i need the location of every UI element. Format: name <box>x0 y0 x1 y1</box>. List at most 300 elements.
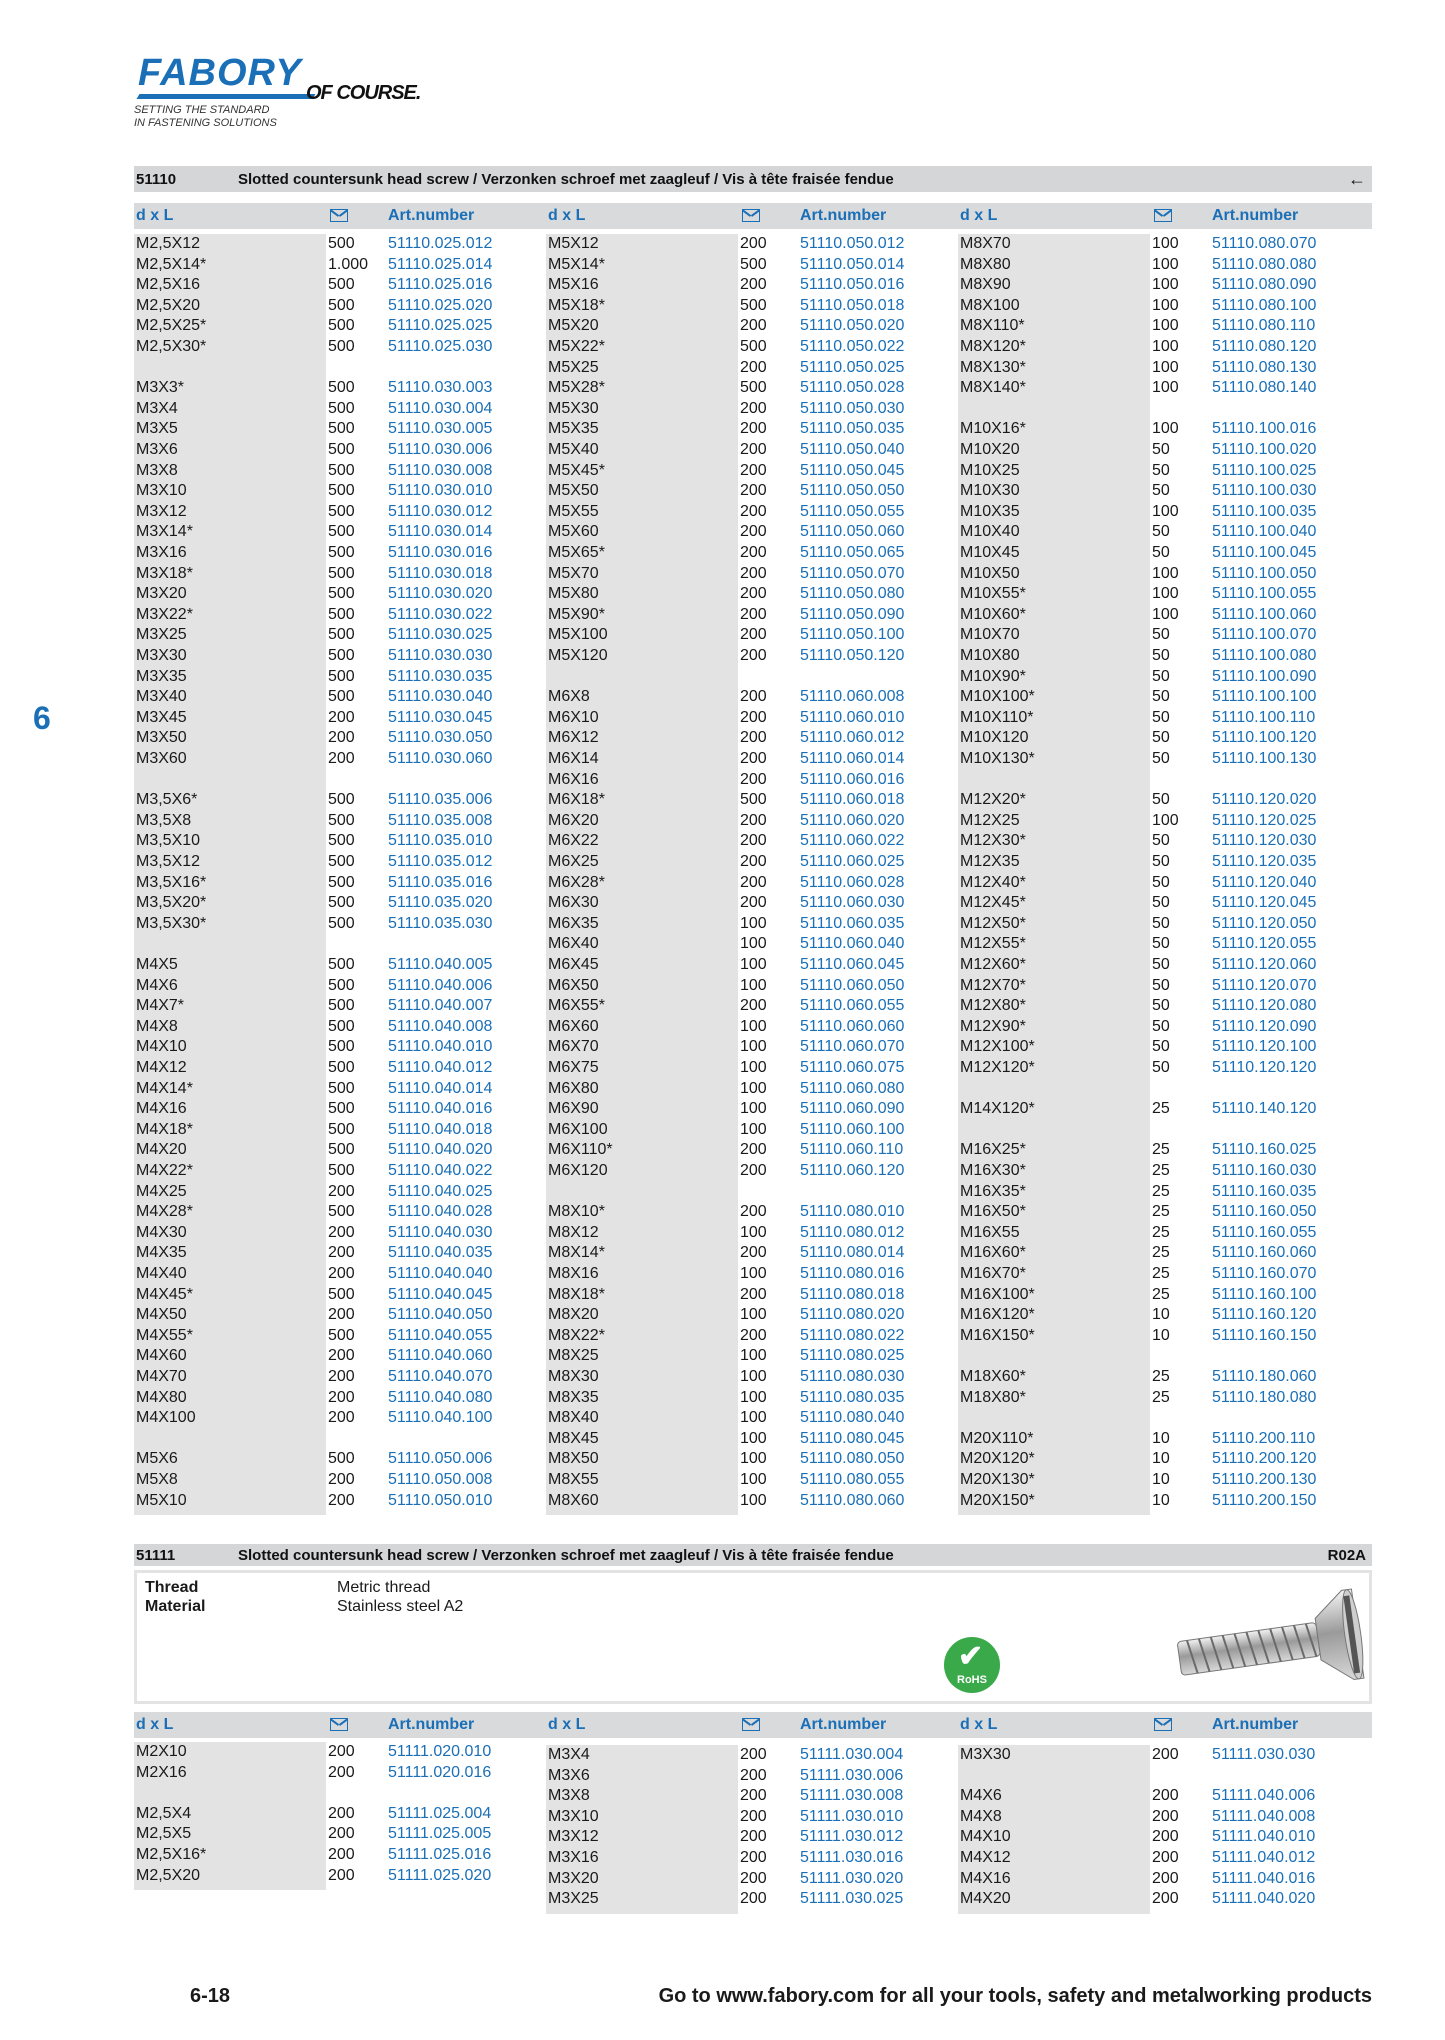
art-number-link[interactable]: 51110.035.006 <box>388 791 493 809</box>
size-cell: M6X40 <box>548 935 599 953</box>
size-cell: M20X150* <box>960 1491 1035 1509</box>
art-number-link[interactable]: 51110.030.016 <box>388 544 493 561</box>
art-number-link[interactable]: 51110.080.025 <box>800 1347 905 1365</box>
art-number-link[interactable]: 51110.060.120 <box>800 1162 905 1179</box>
art-number-link[interactable]: 51110.050.035 <box>800 420 905 438</box>
quantity-cell: 200 <box>328 708 355 726</box>
quantity-cell: 200 <box>1152 1849 1179 1866</box>
art-number-link[interactable]: 51110.120.030 <box>1212 832 1317 850</box>
art-number-link[interactable]: 51110.100.100 <box>1212 688 1317 706</box>
art-number-link[interactable]: 51110.140.120 <box>1212 1100 1317 1118</box>
art-number-link[interactable]: 51110.120.045 <box>1212 894 1317 912</box>
quantity-cell: 500 <box>328 338 355 355</box>
art-number-link[interactable]: 51110.100.070 <box>1212 626 1317 644</box>
quantity-cell: 500 <box>328 523 355 541</box>
quantity-cell: 500 <box>328 605 355 623</box>
art-number-link[interactable]: 51110.060.028 <box>800 873 905 891</box>
art-number-link[interactable]: 51110.080.010 <box>800 1203 905 1221</box>
size-cell: M3X12 <box>548 1828 599 1846</box>
art-number-link[interactable]: 51110.040.100 <box>388 1409 493 1427</box>
art-number-link[interactable]: 51111.040.010 <box>1212 1828 1316 1846</box>
art-number-link[interactable]: 51110.050.008 <box>388 1471 493 1488</box>
quantity-cell: 200 <box>1152 1890 1179 1908</box>
quantity-cell: 500 <box>328 1120 355 1138</box>
quantity-cell: 200 <box>1152 1746 1179 1763</box>
quantity-cell: 200 <box>740 1746 767 1763</box>
quantity-cell: 200 <box>740 708 767 726</box>
art-number-link[interactable]: 51110.060.025 <box>800 853 905 870</box>
art-number-link[interactable]: 51110.100.055 <box>1212 585 1317 603</box>
quantity-cell: 100 <box>740 1368 767 1385</box>
art-number-link[interactable]: 51110.040.050 <box>388 1306 493 1324</box>
art-number-link[interactable]: 51111.030.008 <box>800 1787 904 1805</box>
art-number-link[interactable]: 51110.100.016 <box>1212 420 1317 438</box>
art-number-link[interactable]: 51110.040.020 <box>388 1141 493 1159</box>
art-number-link[interactable]: 51110.030.005 <box>388 420 493 438</box>
art-number-link[interactable]: 51110.120.040 <box>1212 873 1317 891</box>
art-number-link[interactable]: 51110.060.030 <box>800 894 905 912</box>
quantity-cell: 200 <box>328 1825 355 1843</box>
section-title: Slotted countersunk head screw / Verzonken schroef met zaagleuf / Vis à tête fraisée fendue <box>238 171 894 188</box>
art-number-link[interactable]: 51110.080.022 <box>800 1326 905 1344</box>
art-number-link[interactable]: 51110.050.022 <box>800 338 905 355</box>
quantity-cell: 25 <box>1152 1100 1170 1118</box>
art-number-link[interactable]: 51111.040.020 <box>1212 1890 1316 1908</box>
size-cell: M2,5X20 <box>136 1866 201 1884</box>
art-number-link[interactable]: 51110.035.020 <box>388 894 493 912</box>
art-number-link[interactable]: 51110.080.030 <box>800 1368 905 1385</box>
size-cell: M4X20 <box>136 1141 187 1159</box>
art-number-link[interactable]: 51110.040.022 <box>388 1162 493 1179</box>
art-number-link[interactable]: 51110.060.045 <box>800 956 905 973</box>
art-number-link[interactable]: 51110.100.025 <box>1212 461 1317 479</box>
size-cell: M8X70 <box>960 235 1011 252</box>
quantity-cell: 500 <box>328 1162 355 1179</box>
quantity-cell: 500 <box>328 502 355 520</box>
art-number-link[interactable]: 51111.025.005 <box>388 1825 492 1843</box>
art-number-link[interactable]: 51110.060.022 <box>800 832 905 850</box>
screw-image-icon <box>1172 1587 1366 1697</box>
art-number-link[interactable]: 51110.060.008 <box>800 688 905 706</box>
art-number-link[interactable]: 51110.050.016 <box>800 276 905 294</box>
quantity-cell: 200 <box>740 873 767 891</box>
quantity-cell: 10 <box>1152 1450 1170 1468</box>
art-number-link[interactable]: 51110.100.090 <box>1212 667 1317 685</box>
quantity-cell: 100 <box>740 1223 767 1241</box>
art-number-link[interactable]: 51110.040.060 <box>388 1347 493 1365</box>
art-number-link[interactable]: 51110.040.014 <box>388 1079 493 1097</box>
art-number-link[interactable]: 51110.080.110 <box>1212 317 1316 335</box>
art-number-link[interactable]: 51110.050.006 <box>388 1450 493 1468</box>
art-number-link[interactable]: 51111.030.006 <box>800 1766 904 1784</box>
art-number-link[interactable]: 51110.080.014 <box>800 1244 905 1262</box>
art-number-link[interactable]: 51110.100.050 <box>1212 564 1317 582</box>
art-number-link[interactable]: 51110.120.055 <box>1212 935 1317 953</box>
quantity-cell: 500 <box>328 461 355 479</box>
col-artnumber: Art.number <box>1212 207 1299 224</box>
art-number-link[interactable]: 51110.080.060 <box>800 1491 905 1509</box>
size-cell: M3X50 <box>136 729 187 747</box>
art-number-link[interactable]: 51110.035.012 <box>388 853 493 870</box>
art-number-link[interactable]: 51110.050.090 <box>800 605 905 623</box>
quantity-cell: 200 <box>740 853 767 870</box>
art-number-link[interactable]: 51110.100.130 <box>1212 750 1317 767</box>
size-cell: M10X60* <box>960 605 1026 623</box>
size-cell: M12X100* <box>960 1038 1035 1056</box>
art-number-link[interactable]: 51110.080.055 <box>800 1471 905 1488</box>
quantity-cell: 100 <box>1152 564 1179 582</box>
quantity-cell: 50 <box>1152 626 1170 644</box>
art-number-link[interactable]: 51110.030.020 <box>388 585 493 603</box>
art-number-link[interactable]: 51110.060.012 <box>800 729 905 747</box>
art-number-link[interactable]: 51110.060.055 <box>800 997 905 1015</box>
art-number-link[interactable]: 51110.035.016 <box>388 873 493 891</box>
art-number-link[interactable]: 51110.050.120 <box>800 647 905 664</box>
art-number-link[interactable]: 51110.100.045 <box>1212 544 1317 561</box>
art-number-link[interactable]: 51110.040.008 <box>388 1017 493 1035</box>
size-cell: M5X45* <box>548 461 605 479</box>
art-number-link[interactable]: 51110.100.080 <box>1212 647 1317 664</box>
art-number-link[interactable]: 51110.030.050 <box>388 729 493 747</box>
size-cell: M10X50 <box>960 564 1020 582</box>
art-number-link[interactable]: 51110.030.035 <box>388 667 493 685</box>
art-number-link[interactable]: 51111.030.010 <box>800 1807 904 1825</box>
art-number-link[interactable]: 51110.120.050 <box>1212 914 1317 932</box>
art-number-link[interactable]: 51110.050.040 <box>800 441 905 458</box>
art-number-link[interactable]: 51110.040.010 <box>388 1038 493 1056</box>
art-number-link[interactable]: 51110.100.110 <box>1212 708 1316 726</box>
art-number-link[interactable]: 51110.060.020 <box>800 811 905 829</box>
column-header-51110 <box>134 203 1372 229</box>
art-number-link[interactable]: 51110.120.035 <box>1212 853 1317 870</box>
art-number-link[interactable]: 51110.050.025 <box>800 358 905 376</box>
art-number-link[interactable]: 51111.040.006 <box>1212 1787 1316 1805</box>
art-number-link[interactable]: 51110.080.020 <box>800 1306 905 1324</box>
art-number-link[interactable]: 51110.080.100 <box>1212 296 1317 314</box>
size-cell: M8X140* <box>960 379 1026 397</box>
size-cell: M8X120* <box>960 338 1026 355</box>
quantity-cell: 500 <box>740 379 767 397</box>
art-number-link[interactable]: 51110.025.025 <box>388 317 493 335</box>
art-number-link[interactable]: 51110.200.150 <box>1212 1491 1317 1509</box>
art-number-link[interactable]: 51110.050.045 <box>800 461 905 479</box>
art-number-link[interactable]: 51110.060.018 <box>800 791 905 809</box>
quantity-cell: 500 <box>328 544 355 561</box>
art-number-link[interactable]: 51110.160.150 <box>1212 1326 1317 1344</box>
art-number-link[interactable]: 51110.035.030 <box>388 914 493 932</box>
art-number-link[interactable]: 51110.030.022 <box>388 605 493 623</box>
art-number-link[interactable]: 51110.120.080 <box>1212 997 1317 1015</box>
art-number-link[interactable]: 51110.060.110 <box>800 1141 904 1159</box>
art-number-link[interactable]: 51110.050.018 <box>800 296 905 314</box>
size-cell: M5X25 <box>548 358 599 376</box>
art-number-link[interactable]: 51110.050.080 <box>800 585 905 603</box>
size-cell: M3,5X30* <box>136 914 207 932</box>
envelope-icon <box>330 209 348 222</box>
size-cell: M5X22* <box>548 338 605 355</box>
section-51111-bar <box>134 1544 1372 1566</box>
art-number-link[interactable]: 51110.035.010 <box>388 832 493 850</box>
size-cell: M16X55 <box>960 1223 1020 1241</box>
art-number-link[interactable]: 51110.060.060 <box>800 1017 905 1035</box>
size-cell: M3X5 <box>136 420 178 438</box>
art-number-link[interactable]: 51110.050.060 <box>800 523 905 541</box>
art-number-link[interactable]: 51110.080.080 <box>1212 255 1317 273</box>
quantity-cell: 50 <box>1152 1038 1170 1056</box>
art-number-link[interactable]: 51111.040.016 <box>1212 1869 1316 1887</box>
art-number-link[interactable]: 51110.120.070 <box>1212 976 1317 994</box>
art-number-link[interactable]: 51110.100.030 <box>1212 482 1317 500</box>
art-number-link[interactable]: 51110.040.005 <box>388 956 493 973</box>
quantity-cell: 200 <box>1152 1807 1179 1825</box>
size-cell: M2,5X20 <box>136 296 201 314</box>
norm-code: R02A <box>1327 1547 1366 1564</box>
art-number-link[interactable]: 51110.180.060 <box>1212 1368 1317 1385</box>
art-number-link[interactable]: 51110.040.007 <box>388 997 493 1015</box>
art-number-link[interactable]: 51111.025.004 <box>388 1804 492 1822</box>
art-number-link[interactable]: 51110.060.075 <box>800 1059 905 1076</box>
quantity-cell: 500 <box>328 667 355 685</box>
art-number-link[interactable]: 51110.060.080 <box>800 1079 905 1097</box>
art-number-link[interactable]: 51111.030.004 <box>800 1746 904 1763</box>
size-cell: M6X20 <box>548 811 599 829</box>
art-number-link[interactable]: 51110.040.012 <box>388 1059 493 1076</box>
art-number-link[interactable]: 51110.120.120 <box>1212 1059 1317 1076</box>
col-dxl: d x L <box>548 207 586 224</box>
art-number-link[interactable]: 51110.030.012 <box>388 502 493 520</box>
art-number-link[interactable]: 51111.020.010 <box>388 1743 492 1760</box>
art-number-link[interactable]: 51111.040.012 <box>1212 1849 1316 1866</box>
section-code: 51111 <box>136 1547 176 1564</box>
art-number-link[interactable]: 51110.060.050 <box>800 976 905 994</box>
size-cell: M3X60 <box>136 750 187 767</box>
art-number-link[interactable]: 51110.160.060 <box>1212 1244 1317 1262</box>
art-number-link[interactable]: 51110.200.120 <box>1212 1450 1317 1468</box>
quantity-cell: 200 <box>740 502 767 520</box>
art-number-link[interactable]: 51110.040.045 <box>388 1285 493 1303</box>
art-number-link[interactable]: 51110.040.028 <box>388 1203 493 1221</box>
art-number-link[interactable]: 51110.060.070 <box>800 1038 905 1056</box>
art-number-link[interactable]: 51110.030.006 <box>388 441 493 458</box>
size-cell: M10X110* <box>960 708 1034 726</box>
art-number-link[interactable]: 51110.025.014 <box>388 255 493 273</box>
art-number-link[interactable]: 51110.030.010 <box>388 482 493 500</box>
quantity-cell: 50 <box>1152 482 1170 500</box>
art-number-link[interactable]: 51110.160.035 <box>1212 1182 1317 1200</box>
art-number-link[interactable]: 51110.120.090 <box>1212 1017 1317 1035</box>
size-cell: M8X22* <box>548 1326 605 1344</box>
art-number-link[interactable]: 51110.050.014 <box>800 255 905 273</box>
art-number-link[interactable]: 51110.080.050 <box>800 1450 905 1468</box>
art-number-link[interactable]: 51110.050.070 <box>800 564 905 582</box>
art-number-link[interactable]: 51110.080.045 <box>800 1429 905 1447</box>
art-number-link[interactable]: 51110.120.100 <box>1212 1038 1317 1056</box>
art-number-link[interactable]: 51110.080.140 <box>1212 379 1317 397</box>
art-number-link[interactable]: 51111.040.008 <box>1212 1807 1316 1825</box>
quantity-cell: 200 <box>740 1326 767 1344</box>
art-number-link[interactable]: 51110.040.035 <box>388 1244 493 1262</box>
quantity-cell: 100 <box>1152 379 1179 397</box>
art-number-link[interactable]: 51110.100.120 <box>1212 729 1317 747</box>
art-number-link[interactable]: 51110.100.035 <box>1212 502 1317 520</box>
art-number-link[interactable]: 51110.080.130 <box>1212 358 1317 376</box>
art-number-link[interactable]: 51110.180.080 <box>1212 1388 1317 1406</box>
art-number-link[interactable]: 51110.080.120 <box>1212 338 1317 355</box>
quantity-cell: 25 <box>1152 1141 1170 1159</box>
art-number-link[interactable]: 51110.025.012 <box>388 235 493 252</box>
art-number-link[interactable]: 51111.025.016 <box>388 1846 492 1863</box>
art-number-link[interactable]: 51110.160.120 <box>1212 1306 1317 1324</box>
art-number-link[interactable]: 51110.160.050 <box>1212 1203 1317 1221</box>
art-number-link[interactable]: 51110.080.035 <box>800 1388 905 1406</box>
quantity-cell: 200 <box>740 358 767 376</box>
art-number-link[interactable]: 51110.120.025 <box>1212 811 1317 829</box>
quantity-cell: 50 <box>1152 544 1170 561</box>
art-number-link[interactable]: 51110.060.040 <box>800 935 905 953</box>
art-number-link[interactable]: 51110.040.006 <box>388 976 493 994</box>
size-cell: M3X8 <box>136 461 178 479</box>
art-number-link[interactable]: 51110.050.010 <box>388 1491 493 1509</box>
size-cell: M4X5 <box>136 956 178 973</box>
quantity-cell: 500 <box>328 894 355 912</box>
quantity-cell: 200 <box>740 1869 767 1887</box>
art-number-link[interactable]: 51110.030.003 <box>388 379 493 397</box>
size-cell: M8X10* <box>548 1203 605 1221</box>
art-number-link[interactable]: 51111.020.016 <box>388 1763 492 1781</box>
art-number-link[interactable]: 51110.050.050 <box>800 482 905 500</box>
art-number-link[interactable]: 51110.160.100 <box>1212 1285 1317 1303</box>
quantity-cell: 100 <box>1152 317 1179 335</box>
col-dxl: d x L <box>960 207 998 224</box>
size-cell: M4X18* <box>136 1120 193 1138</box>
art-number-link[interactable]: 51110.040.030 <box>388 1223 493 1241</box>
quantity-cell: 50 <box>1152 976 1170 994</box>
art-number-link[interactable]: 51111.025.020 <box>388 1866 492 1884</box>
art-number-link[interactable]: 51110.160.030 <box>1212 1162 1317 1179</box>
size-cell: M6X10 <box>548 708 599 726</box>
art-number-link[interactable]: 51110.040.016 <box>388 1100 493 1118</box>
art-number-link[interactable]: 51110.025.030 <box>388 338 493 355</box>
art-number-link[interactable]: 51110.060.035 <box>800 914 905 932</box>
art-number-link[interactable]: 51110.100.040 <box>1212 523 1317 541</box>
art-number-link[interactable]: 51110.040.025 <box>388 1182 493 1200</box>
size-cell: M6X120 <box>548 1162 608 1179</box>
size-cell: M4X14* <box>136 1079 193 1097</box>
quantity-cell: 100 <box>740 1120 767 1138</box>
art-number-link[interactable]: 51110.040.040 <box>388 1265 493 1282</box>
art-number-link[interactable]: 51110.030.045 <box>388 708 493 726</box>
art-number-link[interactable]: 51111.030.016 <box>800 1849 904 1866</box>
art-number-link[interactable]: 51110.060.100 <box>800 1120 905 1138</box>
quantity-cell: 100 <box>740 1347 767 1365</box>
art-number-link[interactable]: 51110.050.020 <box>800 317 905 335</box>
art-number-link[interactable]: 51110.035.008 <box>388 811 493 829</box>
art-number-link[interactable]: 51110.050.055 <box>800 502 905 520</box>
art-number-link[interactable]: 51110.060.014 <box>800 750 905 767</box>
quantity-cell: 200 <box>328 1182 355 1200</box>
size-cell: M2,5X14* <box>136 255 207 273</box>
art-number-link[interactable]: 51110.025.016 <box>388 276 493 294</box>
quantity-cell: 200 <box>328 1491 355 1509</box>
art-number-link[interactable]: 51110.050.065 <box>800 544 905 561</box>
art-number-link[interactable]: 51110.120.020 <box>1212 791 1317 809</box>
art-number-link[interactable]: 51110.200.110 <box>1212 1429 1316 1447</box>
art-number-link[interactable]: 51110.030.014 <box>388 523 493 541</box>
art-number-link[interactable]: 51110.030.030 <box>388 647 493 664</box>
size-cell: M8X25 <box>548 1347 599 1365</box>
art-number-link[interactable]: 51110.080.016 <box>800 1265 905 1282</box>
art-number-link[interactable]: 51111.030.020 <box>800 1869 904 1887</box>
quantity-cell: 500 <box>328 626 355 644</box>
quantity-cell: 200 <box>328 750 355 767</box>
quantity-cell: 200 <box>740 729 767 747</box>
art-number-link[interactable]: 51110.100.060 <box>1212 605 1317 623</box>
art-number-link[interactable]: 51110.030.040 <box>388 688 493 706</box>
art-number-link[interactable]: 51110.060.090 <box>800 1100 905 1118</box>
quantity-cell: 500 <box>328 399 355 417</box>
art-number-link[interactable]: 51110.030.025 <box>388 626 493 644</box>
art-number-link[interactable]: 51110.040.080 <box>388 1388 493 1406</box>
size-cell: M8X90 <box>960 276 1011 294</box>
art-number-link[interactable]: 51110.030.004 <box>388 399 493 417</box>
art-number-link[interactable]: 51110.050.100 <box>800 626 905 644</box>
quantity-cell: 500 <box>328 482 355 500</box>
size-cell: M4X100 <box>136 1409 196 1427</box>
art-number-link[interactable]: 51110.030.060 <box>388 750 493 767</box>
art-number-link[interactable]: 51111.030.025 <box>800 1890 904 1908</box>
art-number-link[interactable]: 51110.040.055 <box>388 1326 493 1344</box>
quantity-cell: 50 <box>1152 523 1170 541</box>
art-number-link[interactable]: 51110.025.020 <box>388 296 493 314</box>
size-cell: M6X60 <box>548 1017 599 1035</box>
art-number-link[interactable]: 51110.050.030 <box>800 399 905 417</box>
art-number-link[interactable]: 51110.160.025 <box>1212 1141 1317 1159</box>
chapter-tab: 6 <box>33 700 51 736</box>
art-number-link[interactable]: 51110.060.016 <box>800 770 905 788</box>
art-number-link[interactable]: 51110.200.130 <box>1212 1471 1317 1488</box>
fabory-logo <box>134 52 434 132</box>
art-number-link[interactable]: 51110.050.028 <box>800 379 905 397</box>
art-number-link[interactable]: 51110.120.060 <box>1212 956 1317 973</box>
quantity-cell: 100 <box>740 1491 767 1509</box>
art-number-link[interactable]: 51110.040.070 <box>388 1368 493 1385</box>
art-number-link[interactable]: 51110.080.070 <box>1212 235 1317 252</box>
size-cell: M4X6 <box>960 1787 1002 1805</box>
size-cell: M10X120 <box>960 729 1029 747</box>
art-number-link[interactable]: 51110.040.018 <box>388 1120 493 1138</box>
back-arrow-icon[interactable]: ← <box>1348 169 1366 189</box>
quantity-cell: 100 <box>740 1409 767 1427</box>
quantity-cell: 500 <box>328 1038 355 1056</box>
art-number-link[interactable]: 51110.030.008 <box>388 461 493 479</box>
art-number-link[interactable]: 51110.080.018 <box>800 1285 905 1303</box>
art-number-link[interactable]: 51111.030.012 <box>800 1828 904 1846</box>
art-number-link[interactable]: 51110.050.012 <box>800 235 905 252</box>
size-cell: M20X130* <box>960 1471 1035 1488</box>
art-number-link[interactable]: 51110.100.020 <box>1212 441 1317 458</box>
quantity-cell: 500 <box>328 1326 355 1344</box>
art-number-link[interactable]: 51110.060.010 <box>800 708 905 726</box>
art-number-link[interactable]: 51110.080.090 <box>1212 276 1317 294</box>
quantity-cell: 200 <box>740 441 767 458</box>
art-number-link[interactable]: 51110.080.040 <box>800 1409 905 1427</box>
art-number-link[interactable]: 51110.030.018 <box>388 564 493 582</box>
art-number-link[interactable]: 51110.160.070 <box>1212 1265 1317 1282</box>
art-number-link[interactable]: 51111.030.030 <box>1212 1746 1316 1763</box>
size-cell: M4X8 <box>136 1017 178 1035</box>
art-number-link[interactable]: 51110.160.055 <box>1212 1223 1317 1241</box>
art-number-link[interactable]: 51110.080.012 <box>800 1223 905 1241</box>
